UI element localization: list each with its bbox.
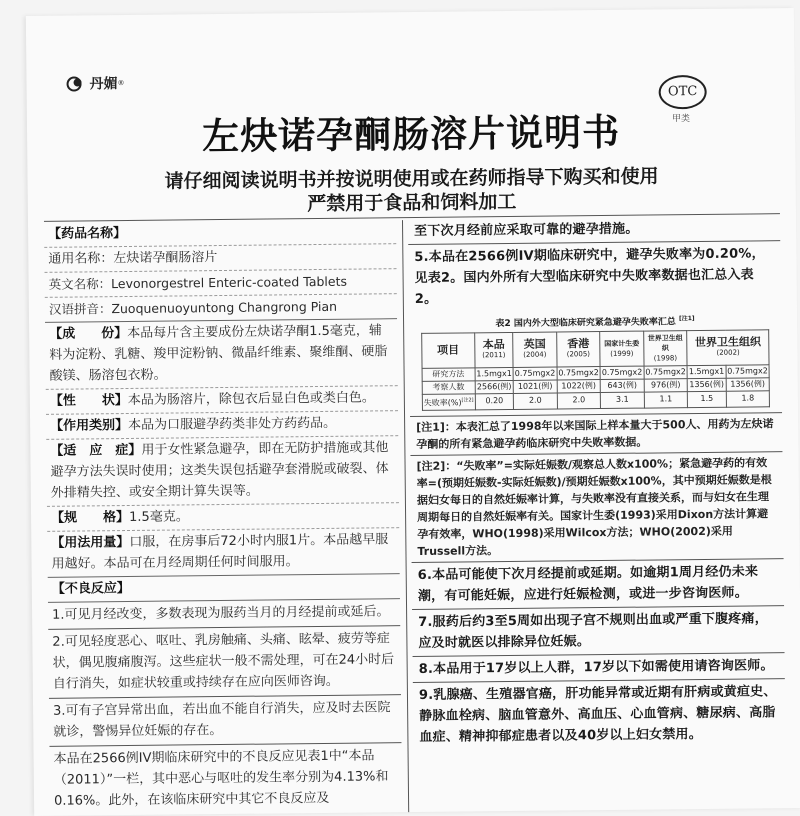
row-header: 研究方法 (422, 368, 475, 382)
table-cell: 1022(例) (557, 380, 601, 393)
otc-class: 甲类 (671, 114, 691, 125)
row-header: 考察人数 (422, 381, 475, 395)
paragraph-8: 8.本品用于17岁以上人群，17岁以下如需使用请咨询医师。 (413, 653, 785, 683)
indication-text: 用于女性紧急避孕，即在无防护措施或其他避孕方法失误时使用；这类失误包括避孕套滑脱或破裂、体外排精失控、或安全期计算失误等。 (50, 440, 389, 501)
page-title: 左炔诺孕酮肠溶片说明书 (201, 110, 621, 159)
category-section (46, 411, 398, 440)
section-heading: 【成 份】 (49, 325, 128, 342)
table-cell: 0.75mgx2 (557, 367, 601, 380)
table-header-row (421, 330, 769, 369)
adverse-section (48, 574, 400, 603)
row-header-label: 失败率(%) (423, 398, 462, 408)
paragraph-6: 6.本品可能使下次月经提前或延期。如逾期1周月经仍未来潮，有可能妊娠，应进行妊娠检测，或进一步咨询医师。 (412, 559, 784, 610)
table-cell: 0.75mgx2 (600, 366, 644, 379)
table-cell: 1.5mgx1 (687, 365, 726, 378)
table-cell: 2.0 (513, 393, 557, 409)
section-heading: 【作用类别】 (50, 417, 129, 434)
section-heading: 【规 格】 (51, 509, 130, 526)
table-corner: 项目 (421, 333, 474, 369)
col-year: (1999) (610, 349, 634, 358)
col-label: 本品 (482, 338, 505, 352)
spec-text: 1.5毫克。 (129, 509, 189, 525)
brand-mark-icon (66, 75, 86, 91)
paragraph-5: 5.本品在2566例IV期临床研究中，避孕失败率为0.20%，见表2。国内外所有大型临床研究中失败率数据也汇总入表2。 (414, 246, 765, 307)
note-2: [注2]：“失败率”=实际妊娠数/观察总人数x100%；紧急避孕药的有效率=(预期妊娠数-实际妊娠数)/预期妊娠数x100%，其中预期妊娠数是根据妇女每日的自然妊娠率计算，与失败率没有直接关系，而与妇女在生理周期每日的自然妊娠率有关。国家计生委(1993)采用Dixon方法计算避孕有效率，WHO(1998)采用Wilcox方法；WHO(2002)采用Trussell方法。 (410, 452, 783, 563)
table-cell: 0.75mgx2 (726, 365, 770, 378)
table-cell: 2.0 (557, 393, 601, 409)
col-year: (2005) (566, 350, 591, 359)
table-cell: 1021(例) (513, 380, 557, 393)
table-cell: 0.75mgx2 (644, 366, 688, 379)
table-caption-note: [注1] (678, 315, 695, 323)
table-cell: 1356(例) (687, 378, 726, 391)
property-text: 本品为肠溶片，除包衣后显白色或类白色。 (127, 390, 375, 408)
row-header-note: [注2] (461, 397, 474, 404)
row-header (422, 394, 475, 410)
col-year: (2004) (523, 350, 547, 359)
property-section (46, 386, 398, 415)
col-header (556, 332, 600, 367)
table-cell: 1.5mgx1 (475, 367, 514, 380)
paragraph-7: 7.服药后约3至5周如出现子宫不规则出血或严重下腹疼痛，应及时就医以排除异位妊娠。 (412, 606, 784, 657)
col-label: 国家计生委 (604, 339, 640, 349)
usage-text: 口服，在房事后72小时内服1片。本品越早服用越好。本品可在月经周期任何时间服用。 (51, 532, 389, 572)
adverse-item: 本品在2566例IV期临床研究中的不良反应见表1中“本品（2011）”一栏，其中恶心与呕吐的发生率分别为4.13%和0.16%。此外，在该临床研究中其它不良反应及 (53, 748, 389, 809)
table-cell: 0.75mgx2 (513, 367, 557, 380)
section-heading: 【不良反应】 (51, 580, 130, 597)
col-header (600, 331, 644, 366)
composition-text: 本品每片含主要成份左炔诺孕酮1.5毫克，辅料为淀粉、乳糖、羧甲淀粉钠、微晶纤维素、聚维酮、硬脂酸镁、肠溶包衣粉。 (49, 323, 388, 384)
otc-badge: OTC (658, 75, 706, 110)
registered-mark: ® (117, 79, 125, 88)
section-heading: 【药品名称】 (48, 226, 127, 242)
section-heading: 【用法用量】 (51, 534, 130, 551)
col-header (643, 331, 687, 366)
paragraph-continuation: 至下次月经前应采取可靠的避孕措施。 (408, 215, 780, 245)
table-cell: 1356(例) (726, 378, 770, 391)
table-cell: 0.20 (475, 393, 514, 409)
table-cell: 643(例) (600, 379, 644, 392)
table-cell: 1.5 (688, 391, 727, 407)
composition-section (45, 319, 398, 390)
col-header (687, 330, 769, 366)
category-text: 本品为口服避孕药类非处方药药品。 (128, 415, 337, 433)
right-column (408, 215, 786, 750)
col-label: 英国 (523, 337, 546, 351)
table-cell: 3.1 (601, 392, 645, 408)
table-cell: 1.1 (644, 392, 688, 408)
table-cell: 2566(例) (475, 380, 514, 393)
section-heading: 【性 状】 (49, 392, 128, 409)
brand-logo (66, 73, 124, 94)
leaflet-paper (26, 8, 800, 816)
usage-section (47, 528, 399, 578)
col-year: (2002) (716, 348, 740, 357)
instruction-line: 请仔细阅读说明书并按说明使用或在药师指导下购买和使用 (164, 165, 659, 193)
pinyin-name: 汉语拼音：Zuoquenuoyuntong Changrong Pian (45, 294, 397, 323)
table-cell: 976(例) (644, 379, 688, 392)
table-caption (409, 312, 781, 330)
brand-name: 丹媚 (89, 76, 118, 93)
col-label: 世界卫生组织 (647, 334, 683, 353)
table-cell: 1.8 (726, 391, 770, 407)
english-name: 英文名称：Levonorgestrel Enteric-coated Tablets (45, 269, 397, 298)
adverse-item: 2.可见轻度恶心、呕吐、乳房触痛、头痛、眩晕、疲劳等症状，偶见腹痛腹泻。这些症状一般不需处理，可在24小时后自行消失，如症状较重或持续存在应向医师咨询。 (48, 626, 401, 699)
col-label: 世界卫生组织 (694, 335, 762, 350)
adverse-item: 1.可见月经改变，多数表现为服药当月的月经提前或延后。 (48, 599, 400, 630)
col-year: (1998) (653, 354, 678, 363)
spec-section (47, 503, 399, 532)
indication-section (46, 436, 399, 507)
failure-rate-table (421, 329, 770, 410)
adverse-item: 3.可有子宫异常出血，若出血不能自行消失，应及时去医院就诊，警惕异位妊娠的存在。 (49, 695, 401, 747)
col-label: 香港 (567, 337, 590, 351)
section-heading: 【适 应 症】 (50, 442, 142, 459)
generic-name: 通用名称：左炔诺孕酮肠溶片 (44, 244, 396, 273)
col-year: (2011) (482, 351, 506, 360)
table-caption-text: 表2 国内外大型临床研究紧急避孕失败率汇总 (495, 317, 676, 330)
warning-line: 严禁用于食品和饲料加工 (307, 190, 517, 216)
drug-name-section (44, 219, 396, 248)
col-header (513, 332, 557, 367)
paragraph-9: 9.乳腺癌、生殖器官癌，肝功能异常或近期有肝病或黄疸史、静脉血栓病、脑血管意外、高血压、心血管病、糖尿病、高脂血症、精神抑郁症患者以及40岁以上妇女禁用。 (418, 683, 777, 745)
note-1: [注1]：本表汇总了1998年以来国际上样本量大于500人、用药为左炔诺孕酮的所有紧急避孕药临床研究中失败率数据。 (410, 413, 782, 456)
col-header (474, 332, 513, 367)
left-column (44, 219, 402, 815)
